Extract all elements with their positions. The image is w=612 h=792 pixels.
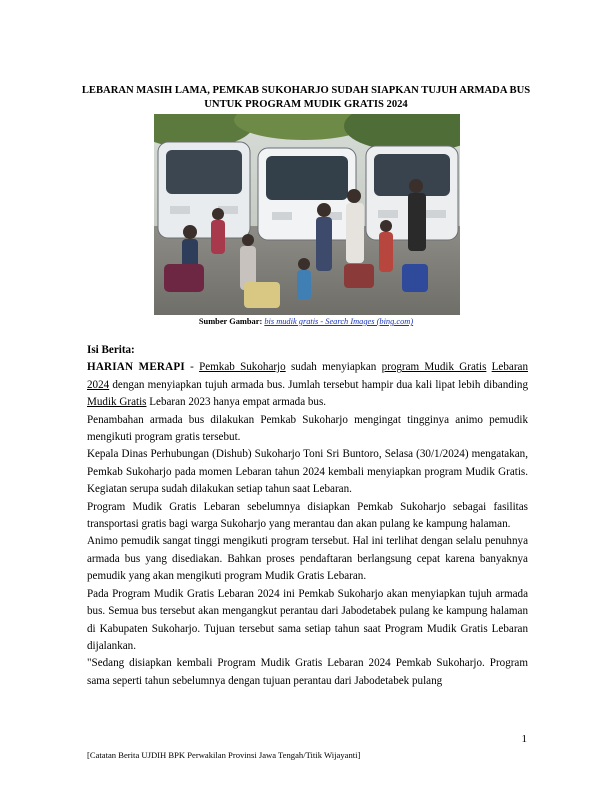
paragraph: Program Mudik Gratis Lebaran sebelumnya disiapkan Pemkab Sukoharjo sebagai fasilitas transportasi gratis bagi warga Sukoharjo yang merantau dan akan pulang ke kampung halaman. — [87, 500, 528, 531]
paragraph: Kepala Dinas Perhubungan (Dishub) Sukoharjo Toni Sri Buntoro, Selasa (30/1/2024) mengatakan, Pemkab Sukoharjo pada momen Lebaran tahun 2024 kembali menyiapkan program Mudik Gratis. Kegiatan serupa sudah dilakukan setiap tahun saat Lebaran. — [87, 448, 528, 496]
page-footer: [Catatan Berita UJDIH BPK Perwakilan Provinsi Jawa Tengah/Titik Wijayanti] — [87, 750, 361, 760]
lead-paragraph: HARIAN MERAPI - Pemkab Sukoharjo sudah menyiapkan program Mudik Gratis Lebaran 2024 dengan menyiapkan tujuh armada bus. Jumlah tersebut hampir dua kali lipat lebih dibanding Mudik Gratis Lebaran 2023 hanya empat armada bus. — [87, 361, 528, 409]
paragraph: "Sedang disiapkan kembali Program Mudik Gratis Lebaran 2024 Pemkab Sukoharjo. Program sama seperti tahun sebelumnya dengan tujuan perantau dari Jabodetabek pulang — [87, 657, 528, 687]
news-photo — [154, 114, 460, 315]
image-caption — [80, 316, 532, 327]
page-number: 1 — [521, 733, 527, 745]
link-pemkab-sukoharjo[interactable]: Pemkab Sukoharjo — [199, 361, 286, 374]
paragraph: Penambahan armada bus dilakukan Pemkab Sukoharjo mengingat tingginya animo pemudik mengikuti program gratis tersebut. — [87, 413, 528, 444]
link-mudik-gratis[interactable]: Mudik Gratis — [87, 396, 147, 409]
link-lebaran-2024[interactable]: Lebaran 2024 — [87, 361, 528, 391]
paragraph: Animo pemudik sangat tinggi mengikuti program tersebut. Hal ini terlihat dengan selalu penuhnya armada bus yang disediakan. Bahkan proses pendaftaran berlangsung cepat karena banyaknya pemudik yang akan mengikuti program Mudik Gratis Lebaran. — [87, 535, 528, 583]
article-title: LEBARAN MASIH LAMA, PEMKAB SUKOHARJO SUDAH SIAPKAN TUJUH ARMADA BUS UNTUK PROGRAM MUDIK GRATIS 2024 — [81, 85, 531, 110]
link-program-mudik-gratis[interactable]: program Mudik Gratis — [381, 361, 487, 374]
paragraph: Pada Program Mudik Gratis Lebaran 2024 ini Pemkab Sukoharjo akan menyiapkan tujuh armada bus. Semua bus tersebut akan mengangkut perantau dari Jabodetabek pulang ke kampung halaman di Kabupaten Sukoharjo. Tujuan tersebut sama setiap tahun saat Program Mudik Gratis Lebaran dijalankan. — [87, 587, 528, 652]
outlet-name: HARIAN MERAPI — [87, 361, 185, 374]
article-body — [87, 342, 528, 690]
caption-label: Sumber Gambar: — [198, 317, 263, 326]
section-label: Isi Berita: — [87, 344, 135, 356]
caption-source-link[interactable]: bis mudik gratis - Search Images (bing.com) — [264, 317, 414, 326]
